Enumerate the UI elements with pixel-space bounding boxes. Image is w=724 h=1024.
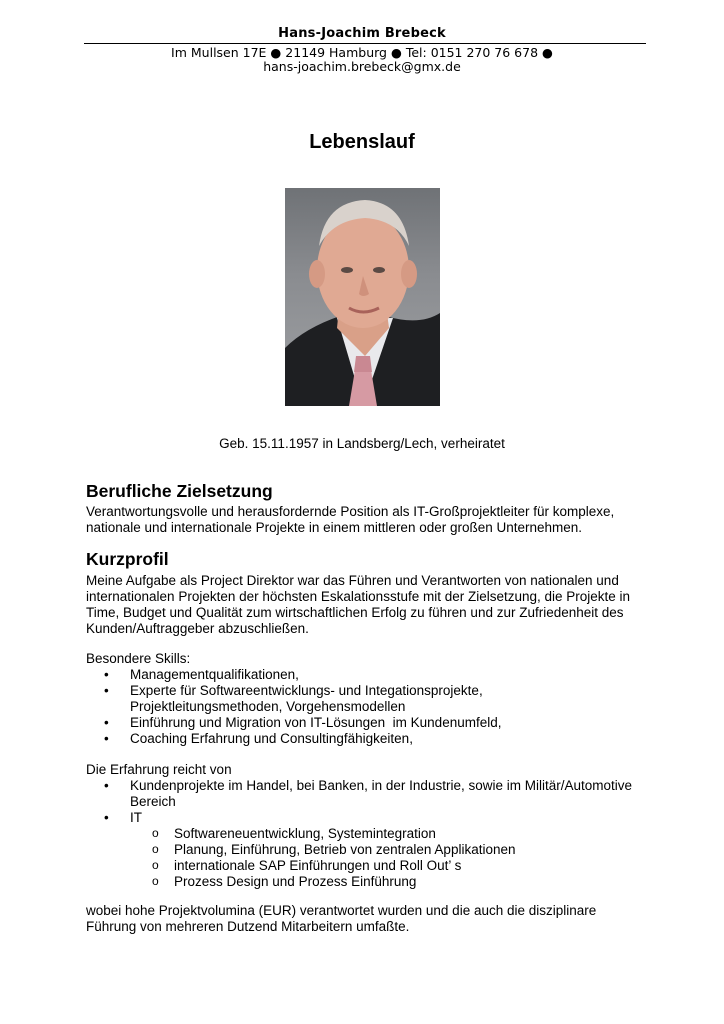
text-line: Meine Aufgabe als Project Direktor war das Führen und Verantworten von nationalen und [86,573,619,588]
skills-label: Besondere Skills: [86,651,191,666]
circle-bullet-icon: o [152,858,159,872]
list-item: o internationale SAP Einführungen und Roll Out’ s [152,858,462,873]
page-title: Lebenslauf [309,131,415,153]
bullet-icon: • [104,683,109,698]
text-line: Führung von mehreren Dutzend Mitarbeitern umfaßte. [86,919,410,934]
list-item: • Experte für Softwareentwicklungs- und Integationsprojekte, Projektleitungsmethoden, Vorgehensmodellen [104,683,483,714]
skills-list [86,667,501,747]
list-item: • Kundenprojekte im Handel, bei Banken, in der Industrie, sowie im Militär/Automotive Bereich [104,778,632,809]
section-heading-zielsetzung: Berufliche Zielsetzung [86,481,273,501]
experience-list [86,778,632,890]
list-item: o Planung, Einführung, Betrieb von zentralen Applikationen [152,842,516,857]
list-item: • IT o Softwareneuentwicklung, Systemintegration o Planung, Einführung, Betrieb von zentralen Applikationen o internationale SAP Einführungen und Roll Out’ s o Prozess Design und Prozess Einführung [86,810,632,890]
circle-bullet-icon: o [152,826,159,840]
portrait-photo [285,188,440,406]
birth-info: Geb. 15.11.1957 in Landsberg/Lech, verheiratet [219,436,505,451]
bullet-icon: • [104,810,109,825]
list-item: o Softwareneuentwicklung, Systemintegration [152,826,436,841]
zielsetzung-text [86,504,646,536]
text-line: internationalen Projekten der höchsten Eskalationsstufe mit der Zielsetzung, die Projekte in [86,589,631,604]
text-line: Kunden/Auftraggeber abzuschließen. [86,621,309,636]
circle-bullet-icon: o [152,874,159,888]
section-heading-kurzprofil: Kurzprofil [86,549,169,569]
header-divider [84,43,646,44]
header-name: Hans-Joachim Brebeck [278,26,446,41]
kurzprofil-text [86,573,646,637]
it-sublist [130,826,632,890]
text-line: wobei hohe Projektvolumina (EUR) verantwortet wurden und die auch die disziplinare [86,903,597,918]
bullet-icon: • [104,715,109,730]
header-email: hans-joachim.brebeck@gmx.de [263,59,461,74]
list-item: • Coaching Erfahrung und Consultingfähigkeiten, [104,731,413,746]
list-item: • Managementqualifikationen, [104,667,299,682]
bullet-icon: • [104,731,109,746]
header-contact-line: Im Mullsen 17E ● 21149 Hamburg ● Tel: 0151 270 76 678 ● [171,45,553,60]
text-line: nationale und internationale Projekte in einem mittleren oder großen Unternehmen. [86,520,583,535]
list-item: • Einführung und Migration von IT-Lösungen im Kundenumfeld, [104,715,502,730]
list-item: o Prozess Design und Prozess Einführung [152,874,417,889]
text-line: Time, Budget und Qualität zum wirtschaftlichen Erfolg zu führen und zur Zufriedenheit des [86,605,624,620]
bullet-icon: • [104,778,109,793]
experience-label: Die Erfahrung reicht von [86,762,232,777]
text-line: Verantwortungsvolle und herausfordernde Position als IT-Großprojektleiter für komplexe, [86,504,615,519]
closing-text [86,903,646,935]
circle-bullet-icon: o [152,842,159,856]
bullet-icon: • [104,667,109,682]
